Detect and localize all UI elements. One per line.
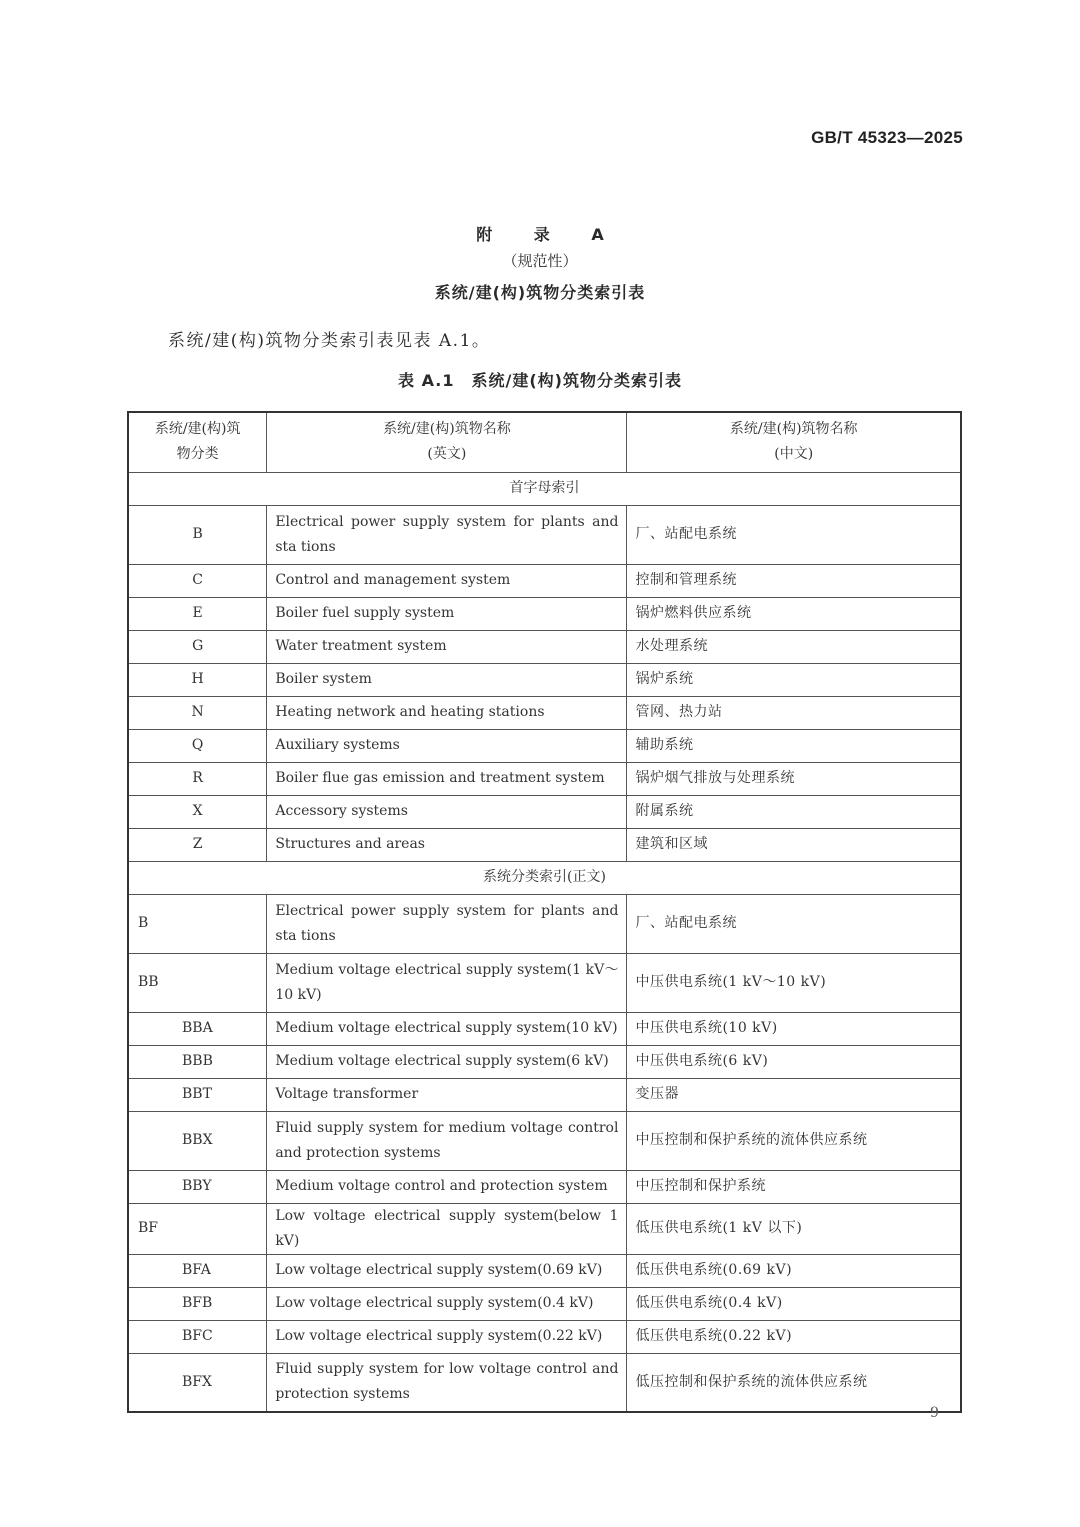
- table-row: BF Low voltage electrical supply system(below 1 kV) 低压供电系统(1 kV 以下): [128, 1203, 961, 1254]
- table-row: H Boiler system 锅炉系统: [128, 663, 961, 696]
- section-row-initial-letter-index: 首字母索引: [128, 472, 961, 505]
- table-row: BBY Medium voltage control and protection system 中压控制和保护系统: [128, 1170, 961, 1203]
- table-caption: 表 A.1 系统/建(构)筑物分类索引表: [398, 371, 682, 390]
- standard-number: GB/T 45323—2025: [811, 128, 963, 147]
- table-row: BB Medium voltage electrical supply system(1 kV～10 kV) 中压供电系统(1 kV～10 kV): [128, 953, 961, 1012]
- table-row: B Electrical power supply system for plants and sta tions 厂、站配电系统: [128, 894, 961, 953]
- table-row: X Accessory systems 附属系统: [128, 795, 961, 828]
- table-row: BBX Fluid supply system for medium voltage control and protection systems 中压控制和保护系统的流体供应系统: [128, 1111, 961, 1170]
- page-number: 9: [930, 1405, 939, 1421]
- table-row: BFA Low voltage electrical supply system(0.69 kV) 低压供电系统(0.69 kV): [128, 1254, 961, 1287]
- header-name-english: 系统/建(构)筑物名称 (英文): [267, 412, 627, 472]
- table-header-row: [128, 412, 961, 472]
- table-row: BFB Low voltage electrical supply system(0.4 kV) 低压供电系统(0.4 kV): [128, 1287, 961, 1320]
- annex-title: 系统/建(构)筑物分类索引表: [434, 283, 646, 302]
- table-row: BFX Fluid supply system for low voltage control and protection systems 低压控制和保护系统的流体供应系统: [128, 1353, 961, 1412]
- intro-paragraph: 系统/建(构)筑物分类索引表见表 A.1。: [168, 331, 491, 351]
- table-row: E Boiler fuel supply system 锅炉燃料供应系统: [128, 597, 961, 630]
- table-row: BFC Low voltage electrical supply system(0.22 kV) 低压供电系统(0.22 kV): [128, 1320, 961, 1353]
- table-row: C Control and management system 控制和管理系统: [128, 564, 961, 597]
- classification-index-table: [127, 411, 962, 1413]
- header-name-chinese: 系统/建(构)筑物名称 (中文): [627, 412, 961, 472]
- annex-label: 附 录 A: [476, 225, 622, 244]
- table-row: G Water treatment system 水处理系统: [128, 630, 961, 663]
- table-row: BBB Medium voltage electrical supply system(6 kV) 中压供电系统(6 kV): [128, 1045, 961, 1078]
- table-row: Q Auxiliary systems 辅助系统: [128, 729, 961, 762]
- section-row-system-classification-index: 系统分类索引(正文): [128, 861, 961, 894]
- table-row: R Boiler flue gas emission and treatment system 锅炉烟气排放与处理系统: [128, 762, 961, 795]
- table-row: Z Structures and areas 建筑和区域: [128, 828, 961, 861]
- annex-type: （规范性）: [502, 252, 578, 270]
- table-row: B Electrical power supply system for plants and sta tions 厂、站配电系统: [128, 505, 961, 564]
- table-row: N Heating network and heating stations 管网、热力站: [128, 696, 961, 729]
- table-row: BBT Voltage transformer 变压器: [128, 1078, 961, 1111]
- table-row: BBA Medium voltage electrical supply system(10 kV) 中压供电系统(10 kV): [128, 1012, 961, 1045]
- header-classification: 系统/建(构)筑 物分类: [128, 412, 267, 472]
